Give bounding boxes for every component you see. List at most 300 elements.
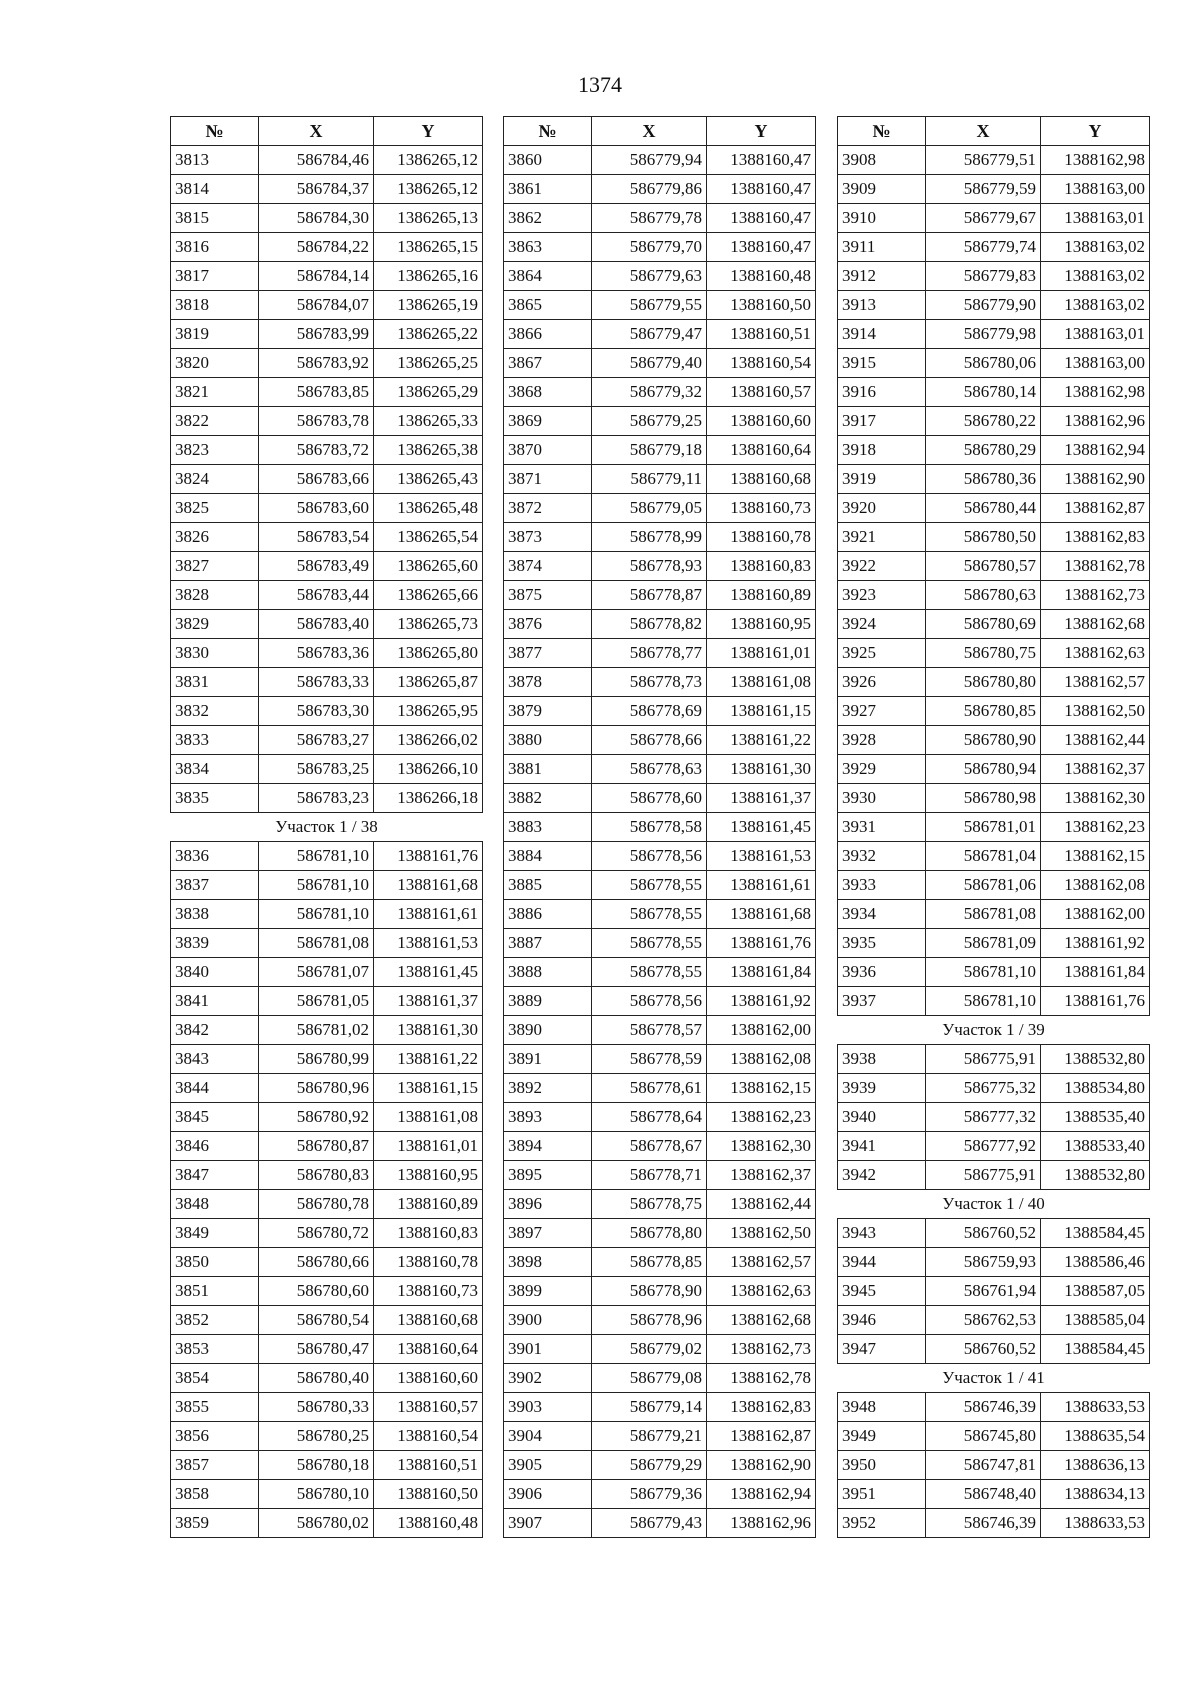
header-x: X (259, 117, 374, 146)
x-coordinate-cell: 586783,60 (259, 494, 374, 523)
y-coordinate-cell: 1388160,51 (707, 320, 816, 349)
y-coordinate-cell: 1388634,13 (1041, 1480, 1150, 1509)
y-coordinate-cell: 1388535,40 (1041, 1103, 1150, 1132)
y-coordinate-cell: 1388161,15 (707, 697, 816, 726)
point-number-cell: 3895 (504, 1161, 592, 1190)
x-coordinate-cell: 586779,40 (592, 349, 707, 378)
table-row (504, 407, 816, 436)
point-number-cell: 3951 (838, 1480, 926, 1509)
table-header-row (504, 117, 816, 146)
y-coordinate-cell: 1388633,53 (1041, 1393, 1150, 1422)
x-coordinate-cell: 586783,25 (259, 755, 374, 784)
table-row (838, 639, 1150, 668)
table-row (838, 1509, 1150, 1538)
table-row (171, 697, 483, 726)
x-coordinate-cell: 586778,55 (592, 958, 707, 987)
point-number-cell: 3942 (838, 1161, 926, 1190)
coordinates-table-3 (837, 116, 1150, 1538)
y-coordinate-cell: 1388162,50 (1041, 697, 1150, 726)
point-number-cell: 3851 (171, 1277, 259, 1306)
table-row (504, 1335, 816, 1364)
x-coordinate-cell: 586780,29 (926, 436, 1041, 465)
point-number-cell: 3830 (171, 639, 259, 668)
point-number-cell: 3836 (171, 842, 259, 871)
y-coordinate-cell: 1388162,96 (707, 1509, 816, 1538)
y-coordinate-cell: 1388162,37 (1041, 755, 1150, 784)
table-row (171, 639, 483, 668)
x-coordinate-cell: 586780,63 (926, 581, 1041, 610)
point-number-cell: 3887 (504, 929, 592, 958)
table-row (171, 349, 483, 378)
x-coordinate-cell: 586780,36 (926, 465, 1041, 494)
point-number-cell: 3894 (504, 1132, 592, 1161)
x-coordinate-cell: 586778,99 (592, 523, 707, 552)
point-number-cell: 3834 (171, 755, 259, 784)
x-coordinate-cell: 586778,66 (592, 726, 707, 755)
x-coordinate-cell: 586779,55 (592, 291, 707, 320)
point-number-cell: 3948 (838, 1393, 926, 1422)
x-coordinate-cell: 586780,25 (259, 1422, 374, 1451)
table-row (171, 1248, 483, 1277)
y-coordinate-cell: 1388162,23 (707, 1103, 816, 1132)
y-coordinate-cell: 1388160,68 (707, 465, 816, 494)
table-row (838, 900, 1150, 929)
point-number-cell: 3829 (171, 610, 259, 639)
section-row (838, 1190, 1150, 1219)
x-coordinate-cell: 586779,98 (926, 320, 1041, 349)
point-number-cell: 3852 (171, 1306, 259, 1335)
table-row (504, 668, 816, 697)
point-number-cell: 3901 (504, 1335, 592, 1364)
y-coordinate-cell: 1388160,83 (374, 1219, 483, 1248)
x-coordinate-cell: 586780,80 (926, 668, 1041, 697)
x-coordinate-cell: 586781,04 (926, 842, 1041, 871)
x-coordinate-cell: 586778,59 (592, 1045, 707, 1074)
table-row (838, 784, 1150, 813)
point-number-cell: 3903 (504, 1393, 592, 1422)
y-coordinate-cell: 1388161,15 (374, 1074, 483, 1103)
point-number-cell: 3880 (504, 726, 592, 755)
y-coordinate-cell: 1388162,08 (707, 1045, 816, 1074)
point-number-cell: 3831 (171, 668, 259, 697)
point-number-cell: 3843 (171, 1045, 259, 1074)
y-coordinate-cell: 1388161,37 (374, 987, 483, 1016)
y-coordinate-cell: 1388162,94 (707, 1480, 816, 1509)
point-number-cell: 3832 (171, 697, 259, 726)
y-coordinate-cell: 1388161,08 (374, 1103, 483, 1132)
x-coordinate-cell: 586779,67 (926, 204, 1041, 233)
x-coordinate-cell: 586779,86 (592, 175, 707, 204)
point-number-cell: 3875 (504, 581, 592, 610)
table-row (504, 552, 816, 581)
y-coordinate-cell: 1386265,29 (374, 378, 483, 407)
x-coordinate-cell: 586780,99 (259, 1045, 374, 1074)
table-row (171, 1132, 483, 1161)
table-row (171, 842, 483, 871)
point-number-cell: 3847 (171, 1161, 259, 1190)
y-coordinate-cell: 1388160,48 (374, 1509, 483, 1538)
y-coordinate-cell: 1388161,61 (374, 900, 483, 929)
x-coordinate-cell: 586762,53 (926, 1306, 1041, 1335)
point-number-cell: 3933 (838, 871, 926, 900)
y-coordinate-cell: 1386265,60 (374, 552, 483, 581)
x-coordinate-cell: 586778,63 (592, 755, 707, 784)
table-row (838, 1103, 1150, 1132)
x-coordinate-cell: 586778,73 (592, 668, 707, 697)
point-number-cell: 3928 (838, 726, 926, 755)
table-row (504, 233, 816, 262)
x-coordinate-cell: 586760,52 (926, 1335, 1041, 1364)
x-coordinate-cell: 586777,32 (926, 1103, 1041, 1132)
table-row (838, 929, 1150, 958)
table-header-row (838, 117, 1150, 146)
y-coordinate-cell: 1386266,10 (374, 755, 483, 784)
point-number-cell: 3871 (504, 465, 592, 494)
x-coordinate-cell: 586778,90 (592, 1277, 707, 1306)
x-coordinate-cell: 586780,10 (259, 1480, 374, 1509)
point-number-cell: 3838 (171, 900, 259, 929)
point-number-cell: 3862 (504, 204, 592, 233)
y-coordinate-cell: 1386266,02 (374, 726, 483, 755)
y-coordinate-cell: 1388160,73 (374, 1277, 483, 1306)
y-coordinate-cell: 1388162,00 (1041, 900, 1150, 929)
table-row (838, 1248, 1150, 1277)
x-coordinate-cell: 586783,30 (259, 697, 374, 726)
y-coordinate-cell: 1388161,37 (707, 784, 816, 813)
y-coordinate-cell: 1386266,18 (374, 784, 483, 813)
y-coordinate-cell: 1386265,25 (374, 349, 483, 378)
x-coordinate-cell: 586781,06 (926, 871, 1041, 900)
point-number-cell: 3842 (171, 1016, 259, 1045)
x-coordinate-cell: 586779,18 (592, 436, 707, 465)
table-row (838, 436, 1150, 465)
table-row (504, 349, 816, 378)
table-header-row (171, 117, 483, 146)
point-number-cell: 3835 (171, 784, 259, 813)
y-coordinate-cell: 1388160,89 (707, 581, 816, 610)
x-coordinate-cell: 586778,71 (592, 1161, 707, 1190)
y-coordinate-cell: 1388162,50 (707, 1219, 816, 1248)
table-row (838, 1132, 1150, 1161)
table-row (838, 871, 1150, 900)
table-row (504, 1364, 816, 1393)
y-coordinate-cell: 1388160,47 (707, 175, 816, 204)
x-coordinate-cell: 586778,87 (592, 581, 707, 610)
y-coordinate-cell: 1386265,48 (374, 494, 483, 523)
table-row (838, 494, 1150, 523)
table-row (504, 1393, 816, 1422)
coordinates-table-1 (170, 116, 483, 1538)
point-number-cell: 3915 (838, 349, 926, 378)
x-coordinate-cell: 586779,32 (592, 378, 707, 407)
table-row (504, 1103, 816, 1132)
y-coordinate-cell: 1388161,08 (707, 668, 816, 697)
table-row (171, 987, 483, 1016)
point-number-cell: 3845 (171, 1103, 259, 1132)
point-number-cell: 3872 (504, 494, 592, 523)
x-coordinate-cell: 586779,83 (926, 262, 1041, 291)
table-row (504, 291, 816, 320)
table-row (171, 871, 483, 900)
table-row (171, 1016, 483, 1045)
point-number-cell: 3893 (504, 1103, 592, 1132)
table-row (504, 1045, 816, 1074)
coordinates-table-2 (503, 116, 816, 1538)
table-row (171, 581, 483, 610)
point-number-cell: 3917 (838, 407, 926, 436)
table-row (171, 436, 483, 465)
y-coordinate-cell: 1388586,46 (1041, 1248, 1150, 1277)
x-coordinate-cell: 586781,02 (259, 1016, 374, 1045)
table-row (838, 668, 1150, 697)
point-number-cell: 3859 (171, 1509, 259, 1538)
table-row (504, 581, 816, 610)
table-row (504, 958, 816, 987)
x-coordinate-cell: 586780,33 (259, 1393, 374, 1422)
point-number-cell: 3946 (838, 1306, 926, 1335)
point-number-cell: 3896 (504, 1190, 592, 1219)
point-number-cell: 3839 (171, 929, 259, 958)
table-row (504, 1248, 816, 1277)
table-row (838, 581, 1150, 610)
point-number-cell: 3916 (838, 378, 926, 407)
x-coordinate-cell: 586781,10 (259, 900, 374, 929)
point-number-cell: 3821 (171, 378, 259, 407)
point-number-cell: 3910 (838, 204, 926, 233)
table-row (838, 552, 1150, 581)
point-number-cell: 3846 (171, 1132, 259, 1161)
y-coordinate-cell: 1388160,50 (374, 1480, 483, 1509)
table-row (504, 726, 816, 755)
point-number-cell: 3869 (504, 407, 592, 436)
point-number-cell: 3820 (171, 349, 259, 378)
table-row (838, 1393, 1150, 1422)
point-number-cell: 3844 (171, 1074, 259, 1103)
y-coordinate-cell: 1388161,01 (707, 639, 816, 668)
header-number: № (504, 117, 592, 146)
table-row (171, 1103, 483, 1132)
x-coordinate-cell: 586778,57 (592, 1016, 707, 1045)
point-number-cell: 3944 (838, 1248, 926, 1277)
x-coordinate-cell: 586779,36 (592, 1480, 707, 1509)
y-coordinate-cell: 1388532,80 (1041, 1045, 1150, 1074)
section-row (171, 813, 483, 842)
point-number-cell: 3882 (504, 784, 592, 813)
point-number-cell: 3864 (504, 262, 592, 291)
table-row (838, 349, 1150, 378)
y-coordinate-cell: 1388162,63 (1041, 639, 1150, 668)
y-coordinate-cell: 1388161,68 (707, 900, 816, 929)
x-coordinate-cell: 586783,92 (259, 349, 374, 378)
x-coordinate-cell: 586780,50 (926, 523, 1041, 552)
x-coordinate-cell: 586780,06 (926, 349, 1041, 378)
point-number-cell: 3930 (838, 784, 926, 813)
y-coordinate-cell: 1386265,66 (374, 581, 483, 610)
table-row (838, 610, 1150, 639)
y-coordinate-cell: 1388161,84 (1041, 958, 1150, 987)
point-number-cell: 3902 (504, 1364, 592, 1393)
x-coordinate-cell: 586783,33 (259, 668, 374, 697)
section-label: Участок 1 / 38 (171, 813, 483, 842)
x-coordinate-cell: 586780,40 (259, 1364, 374, 1393)
x-coordinate-cell: 586784,22 (259, 233, 374, 262)
y-coordinate-cell: 1388160,60 (374, 1364, 483, 1393)
y-coordinate-cell: 1388161,76 (1041, 987, 1150, 1016)
table-row (504, 929, 816, 958)
table-row (171, 1190, 483, 1219)
y-coordinate-cell: 1388160,60 (707, 407, 816, 436)
point-number-cell: 3860 (504, 146, 592, 175)
x-coordinate-cell: 586780,02 (259, 1509, 374, 1538)
table-row (504, 784, 816, 813)
point-number-cell: 3908 (838, 146, 926, 175)
table-row (171, 407, 483, 436)
y-coordinate-cell: 1388163,02 (1041, 291, 1150, 320)
y-coordinate-cell: 1388160,47 (707, 233, 816, 262)
x-coordinate-cell: 586779,47 (592, 320, 707, 349)
y-coordinate-cell: 1388163,00 (1041, 349, 1150, 378)
point-number-cell: 3911 (838, 233, 926, 262)
y-coordinate-cell: 1388161,53 (374, 929, 483, 958)
x-coordinate-cell: 586784,14 (259, 262, 374, 291)
y-coordinate-cell: 1388160,68 (374, 1306, 483, 1335)
x-coordinate-cell: 586779,94 (592, 146, 707, 175)
y-coordinate-cell: 1388162,08 (1041, 871, 1150, 900)
point-number-cell: 3914 (838, 320, 926, 349)
point-number-cell: 3825 (171, 494, 259, 523)
table-row (504, 1306, 816, 1335)
x-coordinate-cell: 586779,02 (592, 1335, 707, 1364)
x-coordinate-cell: 586781,10 (259, 842, 374, 871)
x-coordinate-cell: 586780,44 (926, 494, 1041, 523)
x-coordinate-cell: 586781,08 (926, 900, 1041, 929)
y-coordinate-cell: 1388162,78 (707, 1364, 816, 1393)
header-x: X (926, 117, 1041, 146)
point-number-cell: 3897 (504, 1219, 592, 1248)
y-coordinate-cell: 1388162,78 (1041, 552, 1150, 581)
table-row (504, 465, 816, 494)
x-coordinate-cell: 586780,96 (259, 1074, 374, 1103)
table-row (838, 697, 1150, 726)
point-number-cell: 3824 (171, 465, 259, 494)
y-coordinate-cell: 1388162,23 (1041, 813, 1150, 842)
x-coordinate-cell: 586781,09 (926, 929, 1041, 958)
table-row (171, 610, 483, 639)
x-coordinate-cell: 586780,83 (259, 1161, 374, 1190)
point-number-cell: 3947 (838, 1335, 926, 1364)
point-number-cell: 3819 (171, 320, 259, 349)
y-coordinate-cell: 1388162,90 (707, 1451, 816, 1480)
point-number-cell: 3886 (504, 900, 592, 929)
table-row (838, 233, 1150, 262)
table-row (171, 668, 483, 697)
y-coordinate-cell: 1388161,76 (707, 929, 816, 958)
table-row (504, 1132, 816, 1161)
table-row (171, 1277, 483, 1306)
point-number-cell: 3936 (838, 958, 926, 987)
table-row (171, 784, 483, 813)
y-coordinate-cell: 1388162,57 (1041, 668, 1150, 697)
point-number-cell: 3855 (171, 1393, 259, 1422)
y-coordinate-cell: 1388633,53 (1041, 1509, 1150, 1538)
y-coordinate-cell: 1388161,45 (707, 813, 816, 842)
point-number-cell: 3867 (504, 349, 592, 378)
x-coordinate-cell: 586783,85 (259, 378, 374, 407)
table-row (504, 813, 816, 842)
x-coordinate-cell: 586778,55 (592, 871, 707, 900)
x-coordinate-cell: 586784,46 (259, 146, 374, 175)
point-number-cell: 3889 (504, 987, 592, 1016)
table-row (171, 320, 483, 349)
y-coordinate-cell: 1388162,87 (707, 1422, 816, 1451)
point-number-cell: 3949 (838, 1422, 926, 1451)
header-y: Y (707, 117, 816, 146)
x-coordinate-cell: 586781,05 (259, 987, 374, 1016)
y-coordinate-cell: 1388162,44 (707, 1190, 816, 1219)
point-number-cell: 3943 (838, 1219, 926, 1248)
table-row (171, 1074, 483, 1103)
x-coordinate-cell: 586775,91 (926, 1161, 1041, 1190)
table-row (838, 262, 1150, 291)
y-coordinate-cell: 1388163,02 (1041, 262, 1150, 291)
point-number-cell: 3879 (504, 697, 592, 726)
table-row (504, 436, 816, 465)
point-number-cell: 3866 (504, 320, 592, 349)
table-row (838, 755, 1150, 784)
table-row (171, 958, 483, 987)
point-number-cell: 3881 (504, 755, 592, 784)
point-number-cell: 3919 (838, 465, 926, 494)
x-coordinate-cell: 586745,80 (926, 1422, 1041, 1451)
point-number-cell: 3913 (838, 291, 926, 320)
table-row (838, 320, 1150, 349)
x-coordinate-cell: 586748,40 (926, 1480, 1041, 1509)
table-row (504, 1219, 816, 1248)
table-row (504, 320, 816, 349)
y-coordinate-cell: 1388162,15 (1041, 842, 1150, 871)
point-number-cell: 3813 (171, 146, 259, 175)
y-coordinate-cell: 1388161,76 (374, 842, 483, 871)
y-coordinate-cell: 1386265,16 (374, 262, 483, 291)
y-coordinate-cell: 1388161,92 (1041, 929, 1150, 958)
table-row (504, 1480, 816, 1509)
point-number-cell: 3907 (504, 1509, 592, 1538)
y-coordinate-cell: 1388161,45 (374, 958, 483, 987)
x-coordinate-cell: 586779,25 (592, 407, 707, 436)
x-coordinate-cell: 586779,14 (592, 1393, 707, 1422)
table-row (504, 378, 816, 407)
point-number-cell: 3861 (504, 175, 592, 204)
point-number-cell: 3837 (171, 871, 259, 900)
y-coordinate-cell: 1388161,68 (374, 871, 483, 900)
x-coordinate-cell: 586778,58 (592, 813, 707, 842)
table-row (504, 1016, 816, 1045)
table-row (504, 494, 816, 523)
point-number-cell: 3941 (838, 1132, 926, 1161)
table-row (504, 1422, 816, 1451)
point-number-cell: 3912 (838, 262, 926, 291)
y-coordinate-cell: 1386265,12 (374, 175, 483, 204)
x-coordinate-cell: 586778,80 (592, 1219, 707, 1248)
table-row (171, 929, 483, 958)
y-coordinate-cell: 1388162,83 (707, 1393, 816, 1422)
point-number-cell: 3841 (171, 987, 259, 1016)
x-coordinate-cell: 586779,51 (926, 146, 1041, 175)
y-coordinate-cell: 1388160,78 (374, 1248, 483, 1277)
x-coordinate-cell: 586783,72 (259, 436, 374, 465)
table-row (504, 1509, 816, 1538)
y-coordinate-cell: 1388160,51 (374, 1451, 483, 1480)
